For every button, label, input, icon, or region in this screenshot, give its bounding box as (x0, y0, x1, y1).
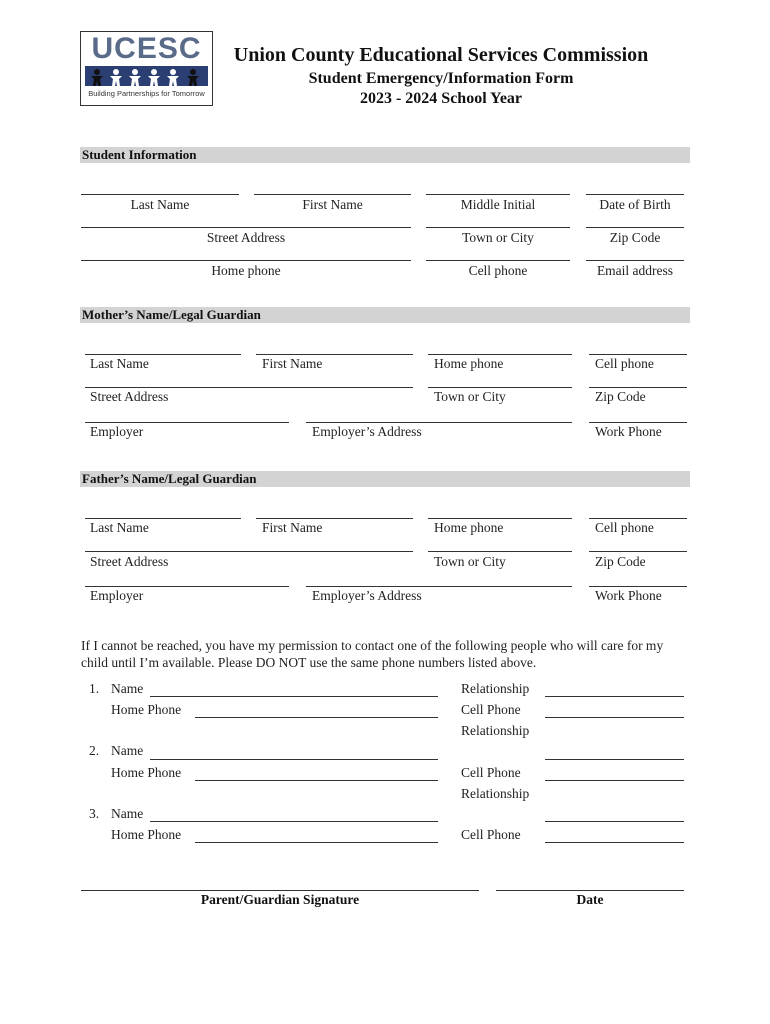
mother-cell-phone-label: Cell phone (595, 356, 654, 371)
mother-first-name-field[interactable] (256, 354, 413, 355)
mother-employer-address-label: Employer’s Address (312, 424, 422, 439)
mother-section-header (80, 307, 690, 323)
contact-2-home-phone-label: Home Phone (111, 765, 182, 780)
father-street-label: Street Address (90, 554, 169, 569)
mother-work-phone-label: Work Phone (595, 424, 662, 439)
father-home-phone-field[interactable] (428, 518, 572, 519)
contact-1-relationship-label: Relationship (461, 681, 530, 696)
student-zip-field[interactable] (586, 227, 684, 228)
student-dob-label: Date of Birth (599, 197, 671, 212)
contact-3-number: 3. (89, 806, 100, 821)
father-town-label: Town or City (434, 554, 506, 569)
father-work-phone-field[interactable] (589, 586, 687, 587)
contact-2-name-field[interactable] (150, 759, 438, 760)
student-first-name-field[interactable] (254, 194, 411, 195)
father-employer-field[interactable] (85, 586, 289, 587)
father-cell-phone-field[interactable] (589, 518, 687, 519)
contact-1-cell-phone-label: Cell Phone (461, 702, 521, 717)
mother-cell-phone-field[interactable] (589, 354, 687, 355)
contact-1-name-label: Name (111, 681, 144, 696)
contact-3-relationship-field[interactable] (545, 821, 684, 822)
mother-last-name-field[interactable] (85, 354, 241, 355)
father-employer-address-label: Employer’s Address (312, 588, 422, 603)
form-title: Union County Educational Services Commission (233, 44, 649, 66)
student-email-label: Email address (596, 263, 674, 278)
mother-work-phone-field[interactable] (589, 422, 687, 423)
mother-home-phone-field[interactable] (428, 354, 572, 355)
contact-2-cell-phone-field[interactable] (545, 780, 684, 781)
contact-1-relationship-field[interactable] (545, 696, 684, 697)
student-home-phone-field[interactable] (81, 260, 411, 261)
student-email-field[interactable] (586, 260, 684, 261)
contact-2-name-label: Name (111, 743, 144, 758)
contact-2-relationship-field[interactable] (545, 759, 684, 760)
father-work-phone-label: Work Phone (595, 588, 662, 603)
contact-1-home-phone-field[interactable] (195, 717, 438, 718)
mother-employer-field[interactable] (85, 422, 289, 423)
student-middle-initial-label: Middle Initial (460, 197, 536, 212)
contact-1-name-field[interactable] (150, 696, 438, 697)
mother-first-name-label: First Name (262, 356, 323, 371)
student-section-title: Student Information (82, 147, 197, 162)
student-town-label: Town or City (462, 230, 534, 245)
school-year: 2023 - 2024 School Year (359, 90, 523, 107)
ucesc-logo (80, 31, 213, 106)
mother-street-field[interactable] (85, 387, 413, 388)
student-cell-phone-label: Cell phone (468, 263, 528, 278)
contact-3-name-field[interactable] (150, 821, 438, 822)
contact-1-home-phone-label: Home Phone (111, 702, 182, 717)
father-cell-phone-label: Cell phone (595, 520, 654, 535)
contact-2-relationship-label: Relationship (461, 723, 530, 738)
mother-street-label: Street Address (90, 389, 169, 404)
contact-3-home-phone-label: Home Phone (111, 827, 182, 842)
signature-label: Parent/Guardian Signature (200, 892, 360, 907)
contact-2-number: 2. (89, 743, 100, 758)
father-zip-field[interactable] (589, 551, 687, 552)
father-last-name-field[interactable] (85, 518, 241, 519)
father-street-field[interactable] (85, 551, 413, 552)
father-zip-label: Zip Code (595, 554, 646, 569)
contacts-instructions: If I cannot be reached, you have my permission to contact one of the following people who will care for my child until I’m available. Please DO NOT use the same phone numbers listed above. (81, 638, 664, 670)
mother-employer-label: Employer (90, 424, 144, 439)
form-subtitle: Student Emergency/Information Form (308, 70, 574, 87)
contact-3-home-phone-field[interactable] (195, 842, 438, 843)
father-town-field[interactable] (428, 551, 572, 552)
mother-zip-label: Zip Code (595, 389, 646, 404)
date-field[interactable] (496, 890, 684, 891)
contact-3-cell-phone-label: Cell Phone (461, 827, 521, 842)
contact-1-number: 1. (89, 681, 100, 696)
student-street-field[interactable] (81, 227, 411, 228)
student-cell-phone-field[interactable] (426, 260, 570, 261)
mother-home-phone-label: Home phone (434, 356, 504, 371)
father-section-header (80, 471, 690, 487)
father-section-title: Father’s Name/Legal Guardian (82, 471, 257, 486)
contact-2-cell-phone-label: Cell Phone (461, 765, 521, 780)
student-section-header (80, 147, 690, 163)
father-employer-label: Employer (90, 588, 144, 603)
mother-town-field[interactable] (428, 387, 572, 388)
people-figures-icon (89, 66, 207, 86)
student-town-field[interactable] (426, 227, 570, 228)
student-home-phone-label: Home phone (211, 263, 281, 278)
student-middle-initial-field[interactable] (426, 194, 570, 195)
mother-employer-address-field[interactable] (306, 422, 572, 423)
father-home-phone-label: Home phone (434, 520, 504, 535)
contact-1-cell-phone-field[interactable] (545, 717, 684, 718)
contact-3-relationship-label: Relationship (461, 786, 530, 801)
student-last-name-label: Last Name (130, 197, 190, 212)
mother-section-title: Mother’s Name/Legal Guardian (82, 307, 261, 322)
date-label: Date (576, 892, 604, 907)
father-last-name-label: Last Name (90, 520, 149, 535)
father-first-name-field[interactable] (256, 518, 413, 519)
contact-2-home-phone-field[interactable] (195, 780, 438, 781)
father-first-name-label: First Name (262, 520, 323, 535)
logo-text: UCESC (91, 32, 202, 65)
logo-tagline: Building Partnerships for Tomorrow (88, 89, 205, 98)
student-last-name-field[interactable] (81, 194, 239, 195)
student-street-label: Street Address (206, 230, 286, 245)
student-dob-field[interactable] (586, 194, 684, 195)
signature-field[interactable] (81, 890, 479, 891)
contact-3-name-label: Name (111, 806, 144, 821)
student-first-name-label: First Name (302, 197, 363, 212)
mother-town-label: Town or City (434, 389, 506, 404)
mother-last-name-label: Last Name (90, 356, 149, 371)
contact-3-cell-phone-field[interactable] (545, 842, 684, 843)
mother-zip-field[interactable] (589, 387, 687, 388)
father-employer-address-field[interactable] (306, 586, 572, 587)
student-zip-label: Zip Code (609, 230, 661, 245)
